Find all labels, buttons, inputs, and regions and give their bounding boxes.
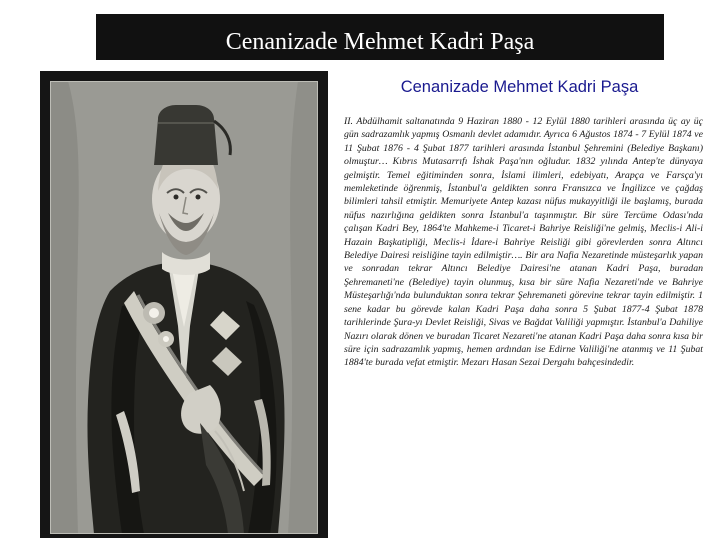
slide-title: Cenanizade Mehmet Kadri Paşa bbox=[225, 29, 535, 55]
biography-text: II. Abdülhamit saltanatında 9 Haziran 1880 - 12 Eylül 1880 tarihleri arasında üç ay üç gün sadrazamlık yapmış Osmanlı devlet adamıdır. Ayrıca 6 Ağustos 1874 - 7 Eylül 1874 ve 11 Şubat 1876 - 4 Şubat 1877 tarihleri arasında İstanbul Şehremini (Belediye Başkanı) olmuştur… Kıbrıs Mutasarrıfı İshak Paşa'nın oğludur. 1832 yılında Antep'te dünyaya gelmiştir. Temel eğitiminden sonra, İslami ilimleri, edebiyatı, Arapça ve Farsça'yı memleketinde öğrenmiş, İstanbul'a geldikten sonra Fransızca ve İngilizce ve çağdaş bilimleri tahsil etmiştir. Memuriyete Antep kazası nüfus mukayyitliği ile başlamış, burada nüfus nazırlığına geldikten sonra İstanbul'a taşınmıştır. Bir süre Tercüme Odası'nda çalışan Kadri Bey, 1864'te Mahkeme-i Ticaret-i Bahriye Reisliği'ne gelmiş, Meclis-i Ali-i Hazain Başkatipliği, Meclis-i İdare-i Bahriye Reisliği gibi görevlerden sonra Altıncı Belediye Dairesi reisliğine tayin edilmiştir…. Bir ara Nafia Nezaretinde müsteşarlık yapan ve sonradan tekrar Altıncı Belediye Dairesi'ne atanan Kadri Paşa, buradan Şehremaneti'ne (Belediye) tayin olunmuş, kısa bir süre Nafia Nezareti'nde ve Bahriye Müsteşarlığı'nda bulunduktan sonra tekrar Şehremaneti görevine tekrar tayin edilmiştir. 1 sene kadar bu görevde kalan Kadri Paşa daha sonra 5 Şubat 1877-4 Şubat 1878 tarihlerinde Şura-yı Devlet Reisliği, Sivas ve Bağdat Valiliği yapmıştır. İstanbul'a Dahiliye Nazırı olarak dönen ve buradan Ticaret Nezareti'ne atanan Kadri Paşa daha sonra kısa bir süre için sadrazamlık yapmış, hemen ardından ise Edirne Valiliği'ne atanmış ve 11 Şubat 1884'te burada vefat etmiştir. Mezarı Hasan Sezai Dergahı bahçesindedir. bbox=[344, 116, 703, 369]
content-heading: Cenanizade Mehmet Kadri Paşa bbox=[400, 78, 639, 96]
photo-frame bbox=[40, 71, 328, 538]
portrait-photo bbox=[50, 81, 318, 534]
title-bar bbox=[96, 14, 664, 60]
